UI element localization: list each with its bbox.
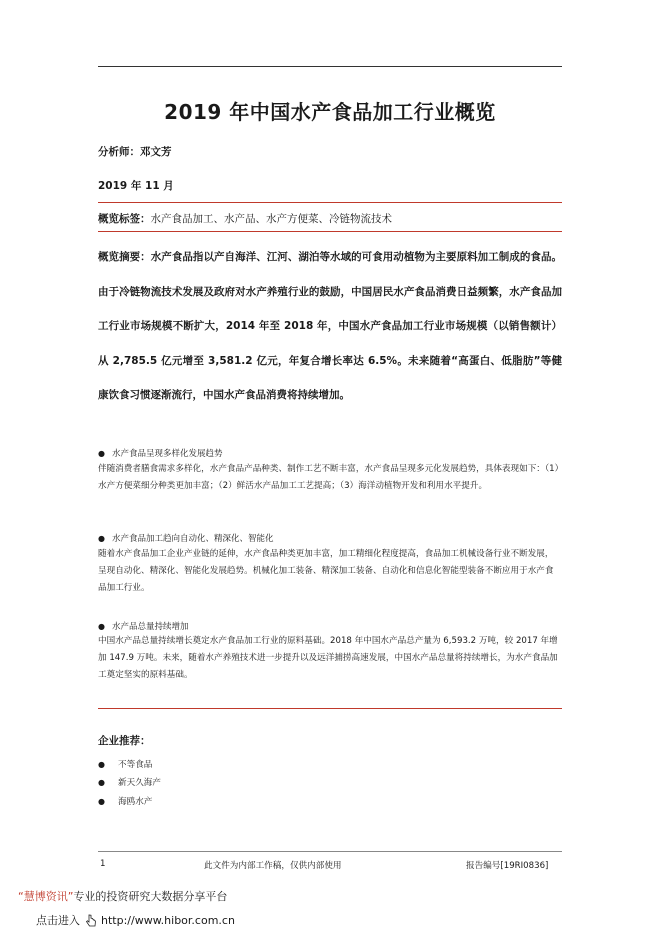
bullet-icon: ● [98, 797, 105, 806]
page-number: 1 [100, 859, 106, 869]
bullet-icon: ● [98, 449, 105, 458]
tags-divider-top [98, 202, 562, 203]
top-divider [98, 66, 562, 67]
promo-link-prefix: 点击进入 [36, 914, 80, 927]
section-body: 中国水产品总量持续增长奠定水产食品加工行业的原料基础。2018 年中国水产品总产量为 6,593.2 万吨，较 2017 年增加 147.9 万吨。未来，随着水产养殖技术进一步提升以及远洋捕捞高速发展，中国水产品总量将持续增长，为水产食品加工奠定坚实的原料基础。 [98, 636, 558, 680]
footer-notice: 此文件为内部工作稿，仅供内部使用 [204, 861, 342, 871]
page-title: 2019 年中国水产食品加工行业概览 [164, 100, 496, 124]
bullet-icon: ● [98, 778, 105, 787]
footer-divider [98, 851, 562, 852]
bullet-icon: ● [98, 622, 105, 631]
section-heading: ● 水产品总量持续增加 [98, 622, 189, 632]
promo-line [18, 888, 227, 904]
list-item: ● 不等食品 [98, 760, 153, 770]
section-heading: ● 水产食品加工趋向自动化、精深化、智能化 [98, 534, 274, 544]
recommend-label: 企业推荐： [98, 735, 151, 747]
tags-value: 水产食品加工、水产品、水产方便菜、冷链物流技术 [150, 213, 392, 225]
bullet-icon: ● [98, 760, 105, 769]
sections-divider [98, 708, 562, 709]
overview-tags [98, 211, 392, 226]
tags-divider-bottom [98, 231, 562, 232]
report-date: 2019 年 11 月 [98, 180, 174, 192]
section-heading: ● 水产食品呈现多样化发展趋势 [98, 449, 223, 459]
list-item: ● 新天久海产 [98, 778, 161, 788]
abstract-label: 概览摘要： [98, 251, 151, 263]
abstract-text: 水产食品指以产自海洋、江河、湖泊等水域的可食用动植物为主要原料加工制成的食品。由于冷链物流技术发展及政府对水产养殖行业的鼓励，中国居民水产食品消费日益频繁，水产食品加工行业市场规模不断扩大，2014 年至 2018 年，中国水产食品加工行业市场规模（以销售额计）从 2,785.5 亿元增至 3,581.2 亿元，年复合增长率达 6.5%。未来随着“高蛋白、低脂肪”等健康饮食习惯逐渐流行，中国水产食品消费将持续增加。 [98, 251, 563, 401]
overview-abstract [98, 240, 562, 413]
hand-cursor-icon [84, 914, 98, 928]
promo-link-line [36, 912, 235, 928]
list-item: ● 海鸥水产 [98, 797, 153, 807]
hibor-link[interactable]: http://www.hibor.com.cn [101, 914, 235, 927]
report-number: 报告编号[19RI0836] [466, 861, 549, 871]
tags-label: 概览标签： [98, 213, 151, 225]
section-body: 伴随消费者膳食需求多样化，水产食品产品种类、制作工艺不断丰富，水产食品呈现多元化发展趋势，具体表现如下：（1）水产方便菜细分种类更加丰富；（2）鲜活水产品加工工艺提高；（3）海洋动植物开发和利用水平提升。 [98, 464, 559, 491]
bullet-icon: ● [98, 534, 105, 543]
analyst-name: 分析师：邓文芳 [98, 146, 172, 158]
promo-tagline: 专业的投资研究大数据分享平台 [73, 890, 228, 903]
promo-brand: “慧博资讯” [18, 890, 74, 903]
section-body: 随着水产食品加工企业产业链的延伸，水产食品种类更加丰富，加工精细化程度提高，食品加工机械设备行业不断发展，呈现自动化、精深化、智能化发展趋势。机械化加工装备、精深加工装备、自动化和信息化智能型装备不断应用于水产食品加工行业。 [98, 549, 554, 593]
